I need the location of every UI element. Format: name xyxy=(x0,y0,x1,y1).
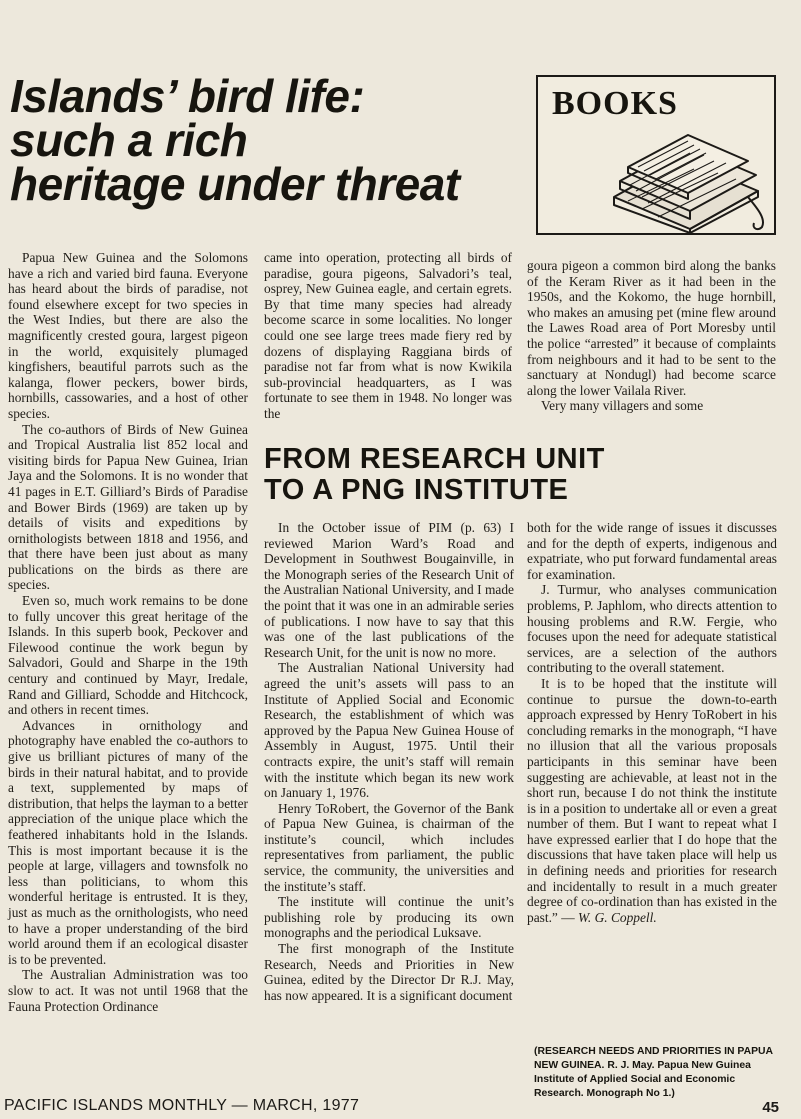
headline-line: heritage under threat xyxy=(10,158,460,210)
page-footer xyxy=(0,1097,801,1119)
article-column-2 xyxy=(264,250,512,422)
paragraph: Papua New Guinea and the Solomons have a rich and varied bird fauna. Everyone has heard about the birds of paradise, not found elsewhere except for two species in the West Indies, but there are also the magnificently crested goura, largest pigeon in the world, exquisitely plumaged kingfishers, beautiful parrots such as the kalanga, flower peckers, bower birds, hornbills, cassowaries, and a host of other species. xyxy=(8,250,248,421)
paragraph: came into operation, protecting all birds of paradise, goura pigeons, Salvadori’s teal, osprey, New Guinea eagle, and certain egrets. By that time many species had already become scarce in some localities. No longer could one see large trees made fiery red by dozens of displaying Raggiana birds of paradise not far from what is now Kwikila sub-provincial headquarters, as I was fortunate to see them in 1948. No longer was the xyxy=(264,250,512,421)
headline xyxy=(10,70,525,210)
paragraph-text: It is to be hoped that the institute will continue to pursue the down-to-earth approach expressed by Henry ToRobert in his concluding remarks in the monograph, “I have no illusion that all the various proposals participants in this seminar have been suggesting are achievable, at least not in the short run, because I do not think the institute is in a position to undertake all or even a great number of them. But I want to repeat what I have expressed earlier that I do hope that the discussions that have taken place will help us in defining needs and priorities for research and incidentally to result in a much greater degree of co-ordination than has existed in the past.” — xyxy=(527,675,777,925)
paragraph: Even so, much work remains to be done to fully uncover this great heritage of the Islands. In this superb book, Peckover and Filewood continue the work begun by Salvadori, Gould and Sharpe in the 19th century and continued by Mayr, Iredale, Rand and Gilliard, Schodde and Hitchcock, and others in recent times. xyxy=(8,593,248,718)
section-headline xyxy=(264,444,784,506)
paragraph xyxy=(527,676,777,926)
article2-column-1 xyxy=(264,520,514,1003)
paragraph: goura pigeon a common bird along the banks of the Keram River as it had been in the 1950s, and the Kokomo, the huge hornbill, who makes an amusing pet (mine flew around the Lawes Road area of Port Moresby until the police “arrested” it because of complaints from neighbours and it had to be sent to the sanctuary at Nondugl) had become scarce along the lower Vailala River. xyxy=(527,258,776,398)
headline-line: Islands’ bird life: xyxy=(10,70,365,122)
paragraph: The first monograph of the Institute Research, Needs and Priorities in New Guinea, edited by the Director Dr R.J. May, has now appeared. It is a significant document xyxy=(264,941,514,1003)
paragraph: The Australian Administration was too slow to act. It was not until 1968 that the Fauna Protection Ordinance xyxy=(8,967,248,1014)
article-column-3 xyxy=(527,258,776,414)
section-headline-line: TO A PNG INSTITUTE xyxy=(264,474,569,506)
paragraph: J. Turmur, who analyses communication problems, P. Japhlom, who directs attention to housing problems and R.W. Fergie, who focuses upon the need for adequate statistical services, are a selection of the authors contributing to the overall statement. xyxy=(527,582,777,676)
article-column-1 xyxy=(8,250,248,1014)
paragraph: The institute will continue the unit’s publishing role by producing its own monographs and the periodical Luksave. xyxy=(264,894,514,941)
paragraph: The co-authors of Birds of New Guinea and Tropical Australia list 852 local and visiting birds for Papua New Guinea, Irian Jaya and the Solomons. It is no wonder that 41 pages in E.T. Gilliard’s Birds of Paradise and Bower Birds (1969) are taken up by details of visits and expeditions by ornithologists between 1818 and 1956, and that there have been just about as many publications on the birds as there are species. xyxy=(8,421,248,593)
page-number: 45 xyxy=(762,1099,779,1116)
paragraph: Very many villagers and some xyxy=(541,398,704,414)
publication-title: PACIFIC ISLANDS MONTHLY — MARCH, 1977 xyxy=(4,1097,360,1114)
author-signature: W. G. Coppell. xyxy=(577,909,657,925)
article2-column-2 xyxy=(527,520,777,925)
paragraph: The Australian National University had agreed the unit’s assets will pass to an Institute of Applied Social and Economic Research, the establishment of which was approved by the Papua New Guinea House of Assembly in August, 1975. Until their contracts expire, the unit’s staff will remain with the institute which began its new work on January 1, 1976. xyxy=(264,660,514,801)
paragraph: Henry ToRobert, the Governor of the Bank of Papua New Guinea, is chairman of the institute’s council, which includes representatives from parliament, the public service, the community, the universities and the institute’s staff. xyxy=(264,800,514,894)
section-headline-line: FROM RESEARCH UNIT xyxy=(264,443,605,475)
paragraph: In the October issue of PIM (p. 63) I reviewed Marion Ward’s Road and Development in Southwest Bougainville, in the Monograph series of the Research Unit of the Australian National University, and I made the point that it was one in an admirable series of publications. I now have to say that this was one of the last publications of the Research Unit, for the unit is now no more. xyxy=(264,520,514,660)
paragraph: Advances in ornithology and photography have enabled the co-authors to give us brilliant pictures of many of the birds in their natural habitat, and to provide a text, supplemented by maps of distribution, that helps the layman to a better appreciation of the unique place which the feathered inhabitants hold in the Islands. This is most important because it is the people at large, villagers and townsfolk no less than politicians, to whom this wonderful heritage is entrusted. It is they, just as much as the ornithologists, who need to have a proper understanding of the bird world around them if an ecological disaster is to be prevented. xyxy=(8,717,248,967)
books-section-box xyxy=(536,75,776,235)
headline-line: such a rich xyxy=(10,114,248,166)
book-reference: (RESEARCH NEEDS AND PRIORITIES IN PAPUA NEW GUINEA. R. J. May. Papua New Guinea Institute of Applied Social and Economic Research. Monograph No 1.) xyxy=(534,1046,773,1099)
books-stack-icon xyxy=(608,133,770,233)
paragraph: both for the wide range of issues it discusses and for the depth of experts, indigenous and expatriate, who put forward fundamental areas for examination. xyxy=(527,520,777,582)
books-label: BOOKS xyxy=(552,85,678,122)
